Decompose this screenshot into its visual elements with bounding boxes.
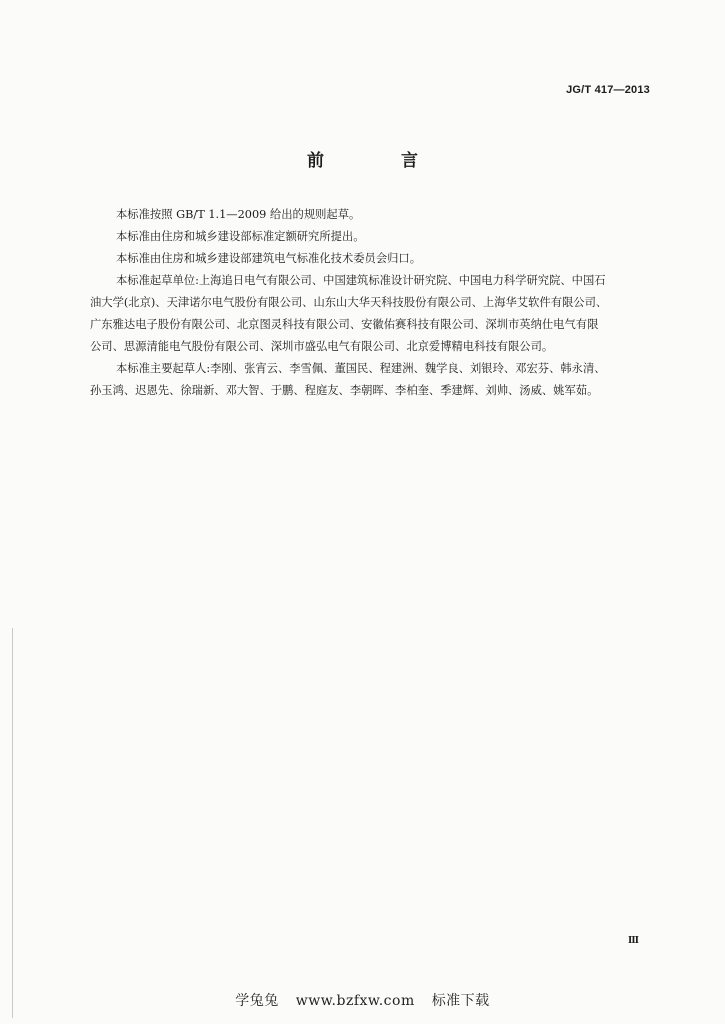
page-number: Ⅲ — [628, 936, 639, 946]
footer-site-name: 学兔兔 — [235, 993, 279, 1009]
drafting-units-line: 公司、思源清能电气股份有限公司、深圳市盛弘电气有限公司、北京爱博精电科技有限公司。 — [90, 340, 554, 353]
drafters-line: 本标准主要起草人:李刚、张宵云、李雪佩、董国民、程建洲、魏学良、刘银玲、邓宏芬、韩永清、 — [116, 362, 606, 375]
drafting-units-line: 广东雅达电子股份有限公司、北京图灵科技有限公司、安徽佑赛科技有限公司、深圳市英纳仕电气有限 — [90, 318, 599, 331]
page-title: 前 言 — [307, 151, 448, 171]
paragraph-proposer: 本标准由住房和城乡建设部标准定额研究所提出。 — [116, 230, 365, 243]
scan-edge-line — [12, 628, 13, 1018]
footer-watermark — [0, 990, 725, 1010]
drafting-units-line: 油大学(北京)、天津诺尔电气股份有限公司、山东山大华天科技股份有限公司、上海华艾软件有限公司、 — [90, 296, 608, 309]
foreword-body — [90, 204, 647, 402]
drafters-line: 孙玉鸿、迟恩先、徐瑞新、邓大智、于鹏、程庭友、李朝晖、李柏奎、季建辉、刘帅、汤威、姚军茹。 — [90, 384, 599, 397]
paragraph-drafting-units — [90, 270, 647, 358]
drafting-units-line: 本标准起草单位:上海追日电气有限公司、中国建筑标准设计研究院、中国电力科学研究院、中国石 — [116, 274, 606, 287]
footer-tagline: 标准下载 — [431, 993, 490, 1009]
document-code: JG/T 417—2013 — [566, 84, 650, 96]
paragraph-technical-committee: 本标准由住房和城乡建设部建筑电气标准化技术委员会归口。 — [116, 252, 422, 265]
footer-url[interactable]: www.bzfxw.com — [295, 993, 415, 1009]
paragraph-drafters — [90, 358, 647, 402]
paragraph-drafting-rules: 本标准按照 GB/T 1.1—2009 给出的规则起草。 — [116, 208, 361, 221]
